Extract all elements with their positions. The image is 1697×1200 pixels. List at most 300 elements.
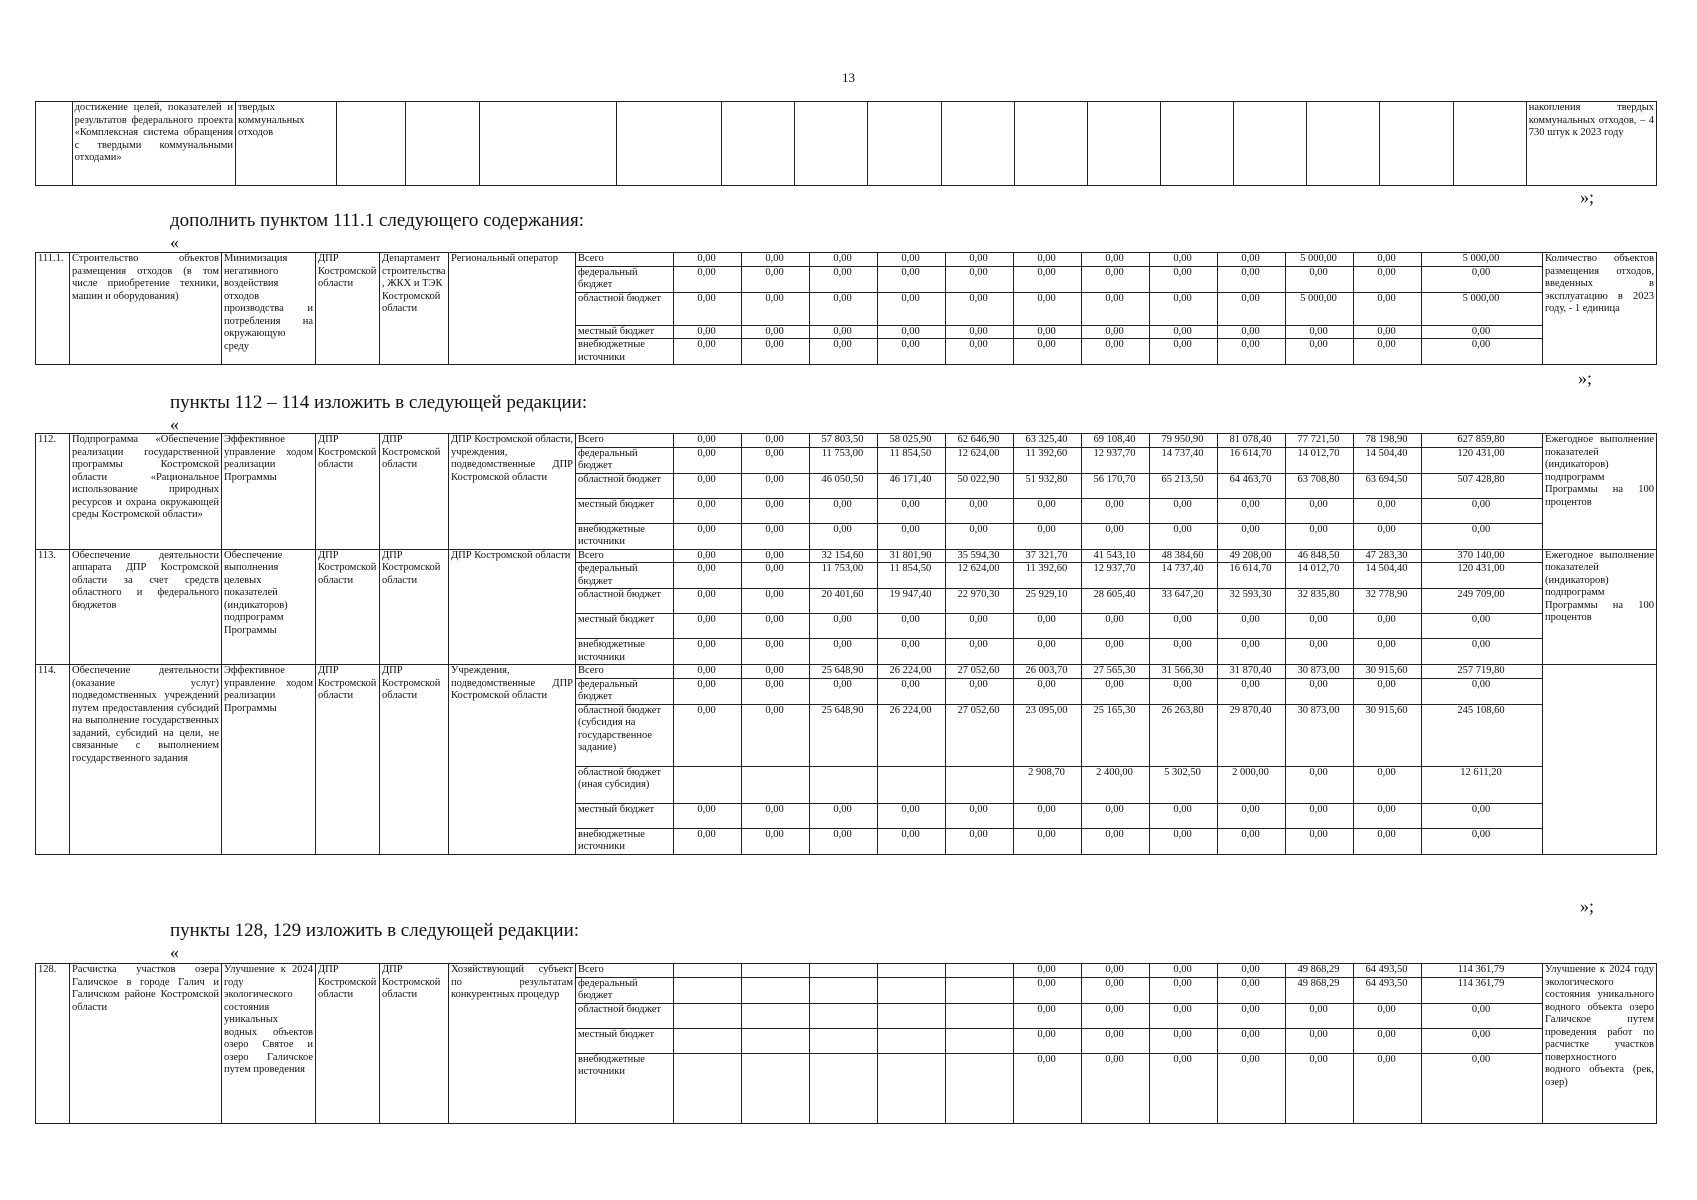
cell-funding-source: внебюджетные источники [576, 339, 674, 365]
cell-value: 0,00 [1286, 1053, 1354, 1123]
closing-quote: »; [1580, 896, 1595, 916]
cell-value [878, 977, 946, 1003]
cell-value: 0,00 [674, 549, 742, 563]
cell-value: 11 392,60 [1014, 563, 1082, 589]
cell-value [674, 1053, 742, 1123]
instruction-111-1: дополнить пунктом 111.1 следующего содержания: [170, 210, 584, 231]
cell-value [946, 964, 1014, 978]
cell-value: 14 012,70 [1286, 563, 1354, 589]
cell-value: 11 753,00 [810, 563, 878, 589]
cell-value: 0,00 [1014, 325, 1082, 339]
cell-value: 0,00 [1014, 1028, 1082, 1053]
cell-result: Улучшение к 2024 году экологического состояния уникального водного объекта озеро Галичское путем проведения работ по расчистке участков поверхностного водного объекта (рек, озер) [1543, 964, 1657, 1124]
cell-value: 0,00 [1354, 266, 1422, 292]
cell-value: 0,00 [1150, 253, 1218, 267]
cell-value [810, 766, 878, 803]
cell-value: 0,00 [1422, 828, 1543, 854]
cell-name: Обеспечение деятельности (оказание услуг) подведомственных учреждений путем предоставления субсидий на выполнение государственных заданий, субсидий на цели, не связанные с выполнением государственного задания [70, 665, 222, 855]
cell-value: 0,00 [1218, 325, 1286, 339]
cell [1380, 102, 1453, 186]
cell-value [946, 1028, 1014, 1053]
cell-value: 0,00 [878, 639, 946, 665]
cell-goal: Улучшение к 2024 году экологического состояния уникальных водных объектов озеро Святое и озеро Галичское путем проведения [222, 964, 316, 1124]
cell-coexecutor: ДПР Костромской области [316, 549, 380, 665]
cell-value: 0,00 [1218, 803, 1286, 828]
cell-value: 0,00 [1082, 1053, 1150, 1123]
cell-value: 0,00 [674, 447, 742, 473]
cell-value: 0,00 [878, 803, 946, 828]
cell-value: 0,00 [674, 803, 742, 828]
cell-funding-source: областной бюджет (иная субсидия) [576, 766, 674, 803]
cell-value: 63 694,50 [1354, 473, 1422, 498]
cell-value: 0,00 [1014, 339, 1082, 365]
cell-value: 27 052,60 [946, 704, 1014, 766]
cell-result [1543, 665, 1657, 855]
cell-value [878, 766, 946, 803]
cell-funding-source: внебюджетные источники [576, 639, 674, 665]
cell-value: 0,00 [1354, 803, 1422, 828]
cell-value: 0,00 [742, 253, 810, 267]
cell-value: 0,00 [1354, 828, 1422, 854]
cell-value: 0,00 [742, 523, 810, 549]
cell-value [878, 1053, 946, 1123]
cell-value [742, 964, 810, 978]
cell-value: 0,00 [1354, 253, 1422, 267]
cell-value: 0,00 [1286, 266, 1354, 292]
cell-value [810, 1053, 878, 1123]
cell-value: 0,00 [1150, 828, 1218, 854]
cell-value: 0,00 [810, 266, 878, 292]
table-row [36, 964, 1657, 978]
cell-value: 0,00 [1422, 639, 1543, 665]
cell-value: 0,00 [674, 678, 742, 704]
section-112-114 [35, 433, 1657, 855]
cell-result: накопления твердых коммунальных отходов, – 4 730 штук к 2023 году [1526, 102, 1656, 186]
cell-value: 28 605,40 [1082, 589, 1150, 614]
instruction-112-114: пункты 112 – 114 изложить в следующей редакции: [170, 392, 588, 413]
cell-value: 58 025,90 [878, 434, 946, 448]
cell-value: 257 719,80 [1422, 665, 1543, 679]
cell-participant: ДПР Костромской области [449, 549, 576, 665]
cell-value [810, 1003, 878, 1028]
cell [337, 102, 406, 186]
cell-value: 49 208,00 [1218, 549, 1286, 563]
cell-value: 0,00 [1354, 639, 1422, 665]
cell-value: 0,00 [742, 665, 810, 679]
cell-value: 0,00 [1014, 498, 1082, 523]
cell-value: 0,00 [1218, 266, 1286, 292]
cell-participant: Региональный оператор [449, 253, 576, 365]
cell-value: 0,00 [810, 523, 878, 549]
cell-value: 0,00 [810, 678, 878, 704]
cell-value: 65 213,50 [1150, 473, 1218, 498]
cell-value: 507 428,80 [1422, 473, 1543, 498]
cell-participant: Учреждения, подведомственные ДПР Костромской области [449, 665, 576, 855]
cell-value: 0,00 [674, 253, 742, 267]
cell-funding-source: местный бюджет [576, 1028, 674, 1053]
cell-result: Количество объектов размещения отходов, введенных в эксплуатацию в 2023 году, - 1 единица [1543, 253, 1657, 365]
cell-value: 0,00 [1014, 1053, 1082, 1123]
cell-executor: Департамент строительства, ЖКХ и ТЭК Костромской области [380, 253, 449, 365]
cell-value: 25 648,90 [810, 704, 878, 766]
cell-value: 0,00 [1082, 498, 1150, 523]
cell-value: 0,00 [742, 498, 810, 523]
cell-value: 249 709,00 [1422, 589, 1543, 614]
cell-value: 0,00 [1082, 523, 1150, 549]
cell-value: 22 970,30 [946, 589, 1014, 614]
cell-value: 0,00 [742, 614, 810, 639]
cell-value: 0,00 [1150, 639, 1218, 665]
cell-value: 0,00 [1422, 1053, 1543, 1123]
cell-value: 0,00 [1286, 766, 1354, 803]
cell-value: 0,00 [878, 498, 946, 523]
cell-value: 0,00 [674, 325, 742, 339]
cell-value: 0,00 [1014, 523, 1082, 549]
cell-funding-source: Всего [576, 549, 674, 563]
cell-value [810, 977, 878, 1003]
cell-value: 0,00 [1014, 614, 1082, 639]
cell-value: 64 463,70 [1218, 473, 1286, 498]
cell-value: 0,00 [878, 253, 946, 267]
cell-value: 0,00 [1150, 803, 1218, 828]
cell-value: 12 611,20 [1422, 766, 1543, 803]
cell-value: 0,00 [674, 704, 742, 766]
cell-funding-source: местный бюджет [576, 803, 674, 828]
cell-value: 0,00 [946, 292, 1014, 325]
cell-value: 0,00 [1354, 325, 1422, 339]
cell-value: 120 431,00 [1422, 447, 1543, 473]
cell-funding-source: внебюджетные источники [576, 523, 674, 549]
cell-value: 0,00 [1286, 325, 1354, 339]
cell-value: 0,00 [742, 325, 810, 339]
cell-value: 0,00 [1082, 1003, 1150, 1028]
cell-value: 64 493,50 [1354, 977, 1422, 1003]
cell-value: 0,00 [1422, 1028, 1543, 1053]
cell-value: 14 504,40 [1354, 447, 1422, 473]
cell-value: 0,00 [946, 253, 1014, 267]
cell-value: 0,00 [1354, 614, 1422, 639]
cell-coexecutor: ДПР Костромской области [316, 665, 380, 855]
cell [616, 102, 721, 186]
cell-value: 0,00 [1354, 1003, 1422, 1028]
cell-value: 0,00 [674, 292, 742, 325]
cell-value: 46 050,50 [810, 473, 878, 498]
cell-number: 128. [36, 964, 70, 1124]
cell-value: 0,00 [1218, 253, 1286, 267]
cell-value [878, 964, 946, 978]
cell-value: 0,00 [1150, 292, 1218, 325]
cell [1014, 102, 1087, 186]
cell-value: 2 400,00 [1082, 766, 1150, 803]
cell-value: 0,00 [1150, 977, 1218, 1003]
cell-value: 0,00 [1218, 639, 1286, 665]
cell-value: 26 003,70 [1014, 665, 1082, 679]
cell-value: 0,00 [1218, 1003, 1286, 1028]
cell-value [674, 766, 742, 803]
table-row [36, 434, 1657, 448]
opening-quote: « [170, 414, 179, 434]
cell-value: 0,00 [1150, 614, 1218, 639]
cell-value [742, 977, 810, 1003]
cell-value: 0,00 [1286, 639, 1354, 665]
cell-value: 0,00 [1286, 678, 1354, 704]
cell-value: 0,00 [674, 339, 742, 365]
cell-value: 0,00 [1150, 523, 1218, 549]
cell-value: 5 302,50 [1150, 766, 1218, 803]
cell-value: 0,00 [878, 828, 946, 854]
cell-value: 0,00 [742, 803, 810, 828]
cell-value: 0,00 [1150, 1053, 1218, 1123]
cell-funding-source: федеральный бюджет [576, 447, 674, 473]
cell-funding-source: Всего [576, 964, 674, 978]
cell-name: Строительство объектов размещения отходов (в том числе приобретение техники, машин и оборудования) [70, 253, 222, 365]
cell-value: 49 868,29 [1286, 977, 1354, 1003]
cell-value: 26 263,80 [1150, 704, 1218, 766]
section-128 [35, 963, 1657, 1124]
closing-quote: »; [1578, 368, 1593, 388]
cell-value: 0,00 [878, 614, 946, 639]
cell-value: 0,00 [1014, 292, 1082, 325]
cell-value: 25 929,10 [1014, 589, 1082, 614]
cell-value: 51 932,80 [1014, 473, 1082, 498]
table-row [36, 549, 1657, 563]
cell-number: 113. [36, 549, 70, 665]
cell-value: 0,00 [878, 678, 946, 704]
cell-value: 0,00 [810, 498, 878, 523]
table [35, 252, 1657, 365]
cell-value: 79 950,90 [1150, 434, 1218, 448]
cell-value: 0,00 [674, 828, 742, 854]
cell-value: 0,00 [1014, 253, 1082, 267]
cell-value: 30 915,60 [1354, 665, 1422, 679]
cell-value: 0,00 [810, 325, 878, 339]
cell [1453, 102, 1526, 186]
cell-value: 0,00 [946, 339, 1014, 365]
cell-value: 0,00 [1422, 498, 1543, 523]
cell-participant: Хозяйствующий субъект по результатам конкурентных процедур [449, 964, 576, 1124]
cell-funding-source: местный бюджет [576, 325, 674, 339]
cell-value: 0,00 [1422, 1003, 1543, 1028]
cell-value: 0,00 [1218, 498, 1286, 523]
cell-value: 0,00 [810, 803, 878, 828]
closing-quote: »; [1580, 187, 1595, 207]
cell-value: 0,00 [742, 639, 810, 665]
opening-quote: « [170, 232, 179, 252]
cell-value: 0,00 [946, 678, 1014, 704]
table [35, 101, 1657, 186]
cell-value: 5 000,00 [1422, 253, 1543, 267]
cell-value: 46 171,40 [878, 473, 946, 498]
cell-value: 0,00 [1354, 766, 1422, 803]
cell-value: 14 737,40 [1150, 447, 1218, 473]
cell-value: 14 504,40 [1354, 563, 1422, 589]
cell-value: 0,00 [946, 266, 1014, 292]
cell-value: 0,00 [742, 828, 810, 854]
cell-value [742, 1028, 810, 1053]
cell-value: 0,00 [946, 498, 1014, 523]
cell-value: 32 778,90 [1354, 589, 1422, 614]
cell-value: 0,00 [674, 639, 742, 665]
cell-value: 77 721,50 [1286, 434, 1354, 448]
cell-value: 0,00 [674, 523, 742, 549]
cell-value: 0,00 [1286, 614, 1354, 639]
cell-value [742, 766, 810, 803]
cell-value: 0,00 [1422, 678, 1543, 704]
cell-executor: ДПР Костромской области [380, 665, 449, 855]
cell-value: 2 908,70 [1014, 766, 1082, 803]
cell-value: 0,00 [1422, 339, 1543, 365]
cell-value: 0,00 [1354, 498, 1422, 523]
cell-value: 23 095,00 [1014, 704, 1082, 766]
table [35, 963, 1657, 1124]
cell-value: 27 565,30 [1082, 665, 1150, 679]
cell [868, 102, 941, 186]
cell-value [674, 1003, 742, 1028]
cell-value: 0,00 [1082, 964, 1150, 978]
cell-funding-source: областной бюджет [576, 589, 674, 614]
cell-value: 0,00 [1218, 1028, 1286, 1053]
cell-funding-source: внебюджетные источники [576, 1053, 674, 1123]
cell-value: 0,00 [1218, 339, 1286, 365]
cell-value: 37 321,70 [1014, 549, 1082, 563]
cell-executor: ДПР Костромской области [380, 434, 449, 550]
cell-value: 62 646,90 [946, 434, 1014, 448]
cell-value: 19 947,40 [878, 589, 946, 614]
cell-value: 0,00 [1082, 266, 1150, 292]
cell-value: 12 624,00 [946, 447, 1014, 473]
cell-value: 0,00 [1082, 1028, 1150, 1053]
cell-value: 0,00 [810, 253, 878, 267]
cell-value: 0,00 [742, 339, 810, 365]
cell-value: 81 078,40 [1218, 434, 1286, 448]
cell-name: достижение целей, показателей и результатов федерального проекта «Комплексная система обращения с твердыми коммунальными отходами» [72, 102, 235, 186]
cell-value: 0,00 [878, 266, 946, 292]
cell-executor: ДПР Костромской области [380, 549, 449, 665]
cell-value: 627 859,80 [1422, 434, 1543, 448]
cell-value [878, 1028, 946, 1053]
cell-value: 0,00 [1014, 678, 1082, 704]
cell-funding-source: внебюджетные источники [576, 828, 674, 854]
cell-value: 0,00 [946, 523, 1014, 549]
cell-value: 0,00 [1354, 523, 1422, 549]
cell [722, 102, 795, 186]
cell-value: 0,00 [1218, 292, 1286, 325]
cell-goal: Эффективное управление ходом реализации Программы [222, 434, 316, 550]
cell-value: 0,00 [1082, 828, 1150, 854]
cell-value: 0,00 [674, 434, 742, 448]
cell [480, 102, 617, 186]
cell-executor: ДПР Костромской области [380, 964, 449, 1124]
table-row [36, 665, 1657, 679]
cell-value: 14 737,40 [1150, 563, 1218, 589]
cell-value: 0,00 [742, 549, 810, 563]
opening-quote: « [170, 942, 179, 962]
cell-value: 0,00 [742, 266, 810, 292]
cell-value: 0,00 [1286, 1003, 1354, 1028]
cell-funding-source: областной бюджет [576, 292, 674, 325]
cell-value: 0,00 [1014, 266, 1082, 292]
cell-value: 0,00 [810, 828, 878, 854]
cell-value: 0,00 [1422, 523, 1543, 549]
cell-value: 26 224,00 [878, 665, 946, 679]
cell-value [742, 1003, 810, 1028]
cell [1234, 102, 1307, 186]
cell-value: 0,00 [1422, 803, 1543, 828]
cell-value: 0,00 [742, 678, 810, 704]
cell-value: 0,00 [742, 704, 810, 766]
cell-value [674, 964, 742, 978]
cell-value: 0,00 [1082, 325, 1150, 339]
cell-value: 2 000,00 [1218, 766, 1286, 803]
cell-value: 32 154,60 [810, 549, 878, 563]
cell-value: 0,00 [946, 614, 1014, 639]
cell-value: 0,00 [1286, 339, 1354, 365]
cell-goal: Эффективное управление ходом реализации Программы [222, 665, 316, 855]
cell-funding-source: местный бюджет [576, 614, 674, 639]
cell-value: 0,00 [878, 292, 946, 325]
cell-value: 0,00 [1014, 977, 1082, 1003]
cell [795, 102, 868, 186]
cell-value: 0,00 [878, 325, 946, 339]
cell-value: 5 000,00 [1286, 292, 1354, 325]
cell-value: 56 170,70 [1082, 473, 1150, 498]
cell-value: 0,00 [674, 563, 742, 589]
cell-value: 31 566,30 [1150, 665, 1218, 679]
cell-value: 63 708,80 [1286, 473, 1354, 498]
cell-value: 0,00 [1422, 266, 1543, 292]
cell-value: 64 493,50 [1354, 964, 1422, 978]
cell-value [946, 1003, 1014, 1028]
cell-value: 0,00 [1354, 1053, 1422, 1123]
cell-value: 0,00 [1354, 678, 1422, 704]
cell-value: 32 593,30 [1218, 589, 1286, 614]
cell-value: 0,00 [742, 434, 810, 448]
cell-value: 12 624,00 [946, 563, 1014, 589]
cell-value: 0,00 [946, 828, 1014, 854]
cell-value: 0,00 [742, 563, 810, 589]
cell-value: 0,00 [1082, 614, 1150, 639]
cell-value: 0,00 [1286, 803, 1354, 828]
cell-value: 0,00 [742, 447, 810, 473]
cell-value: 0,00 [1354, 292, 1422, 325]
cell-value: 11 854,50 [878, 447, 946, 473]
cell-value: 0,00 [674, 498, 742, 523]
cell-value: 0,00 [1082, 253, 1150, 267]
cell-value [810, 1028, 878, 1053]
cell-value: 26 224,00 [878, 704, 946, 766]
cell-value: 12 937,70 [1082, 563, 1150, 589]
cell-value: 0,00 [674, 266, 742, 292]
cell-value: 0,00 [810, 614, 878, 639]
cell-value: 0,00 [1014, 1003, 1082, 1028]
cell-coexecutor: ДПР Костромской области [316, 964, 380, 1124]
cell-value: 0,00 [946, 803, 1014, 828]
cell-value: 47 283,30 [1354, 549, 1422, 563]
cell-value: 11 854,50 [878, 563, 946, 589]
cell-value: 69 108,40 [1082, 434, 1150, 448]
cell-funding-source: федеральный бюджет [576, 977, 674, 1003]
cell [405, 102, 479, 186]
cell-value: 35 594,30 [946, 549, 1014, 563]
cell [1087, 102, 1160, 186]
cell-value: 50 022,90 [946, 473, 1014, 498]
cell-funding-source: федеральный бюджет [576, 266, 674, 292]
cell-value: 14 012,70 [1286, 447, 1354, 473]
cell-value: 0,00 [810, 339, 878, 365]
cell-value [674, 1028, 742, 1053]
cell [1161, 102, 1234, 186]
cell-value: 30 873,00 [1286, 704, 1354, 766]
